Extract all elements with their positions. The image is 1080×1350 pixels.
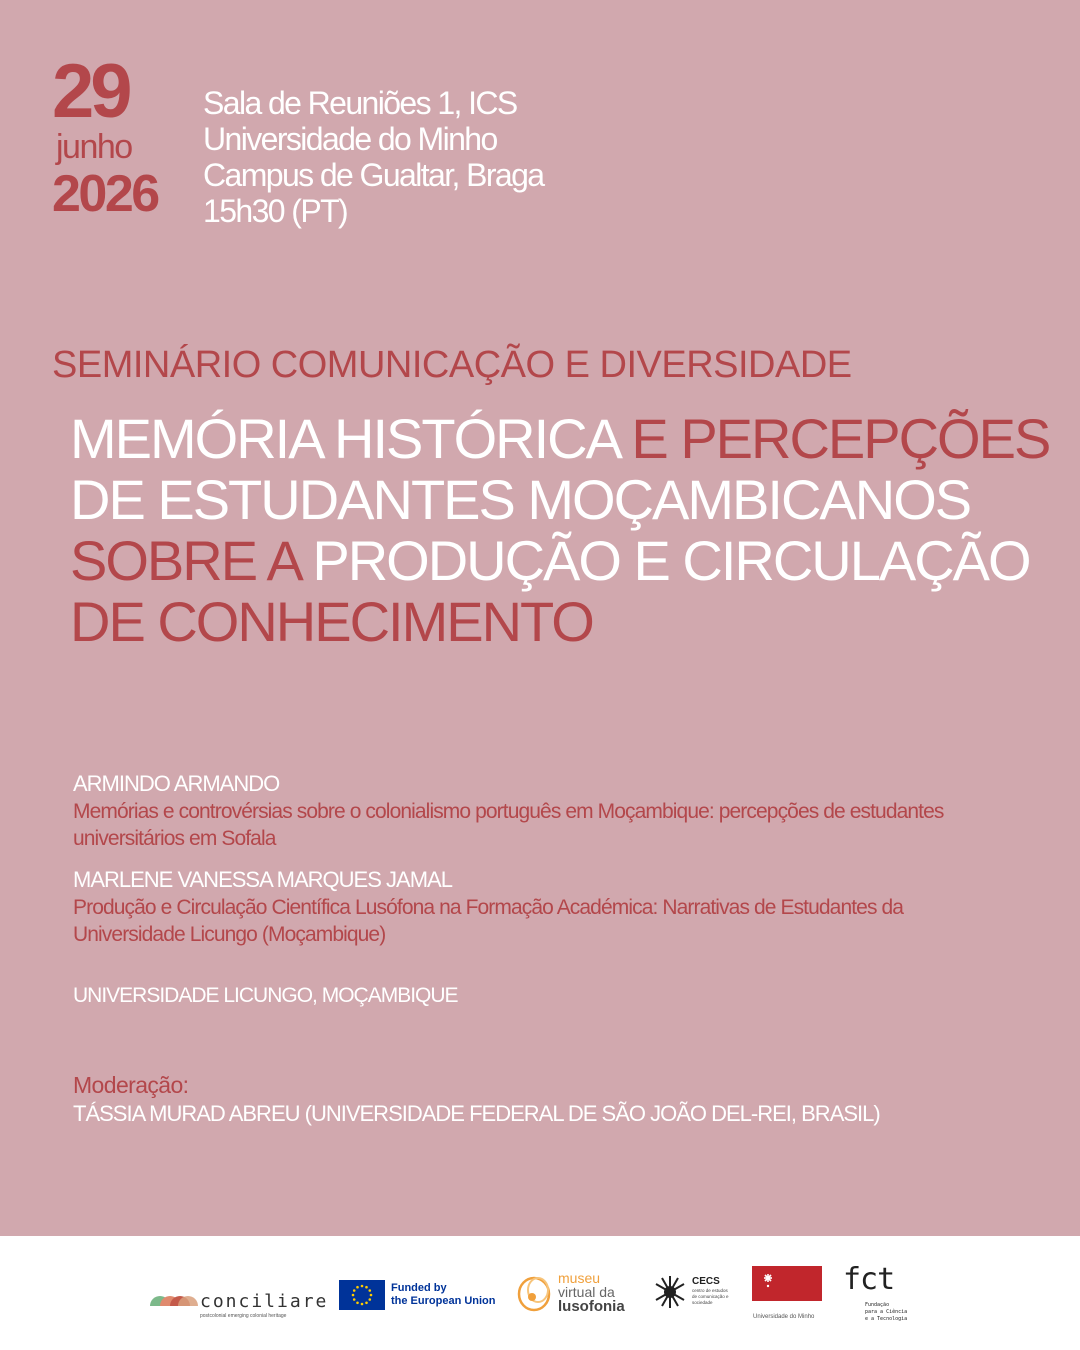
conciliare-arches-icon xyxy=(150,1284,198,1308)
conciliare-tagline: postcolonial emerging colonial heritage xyxy=(200,1313,287,1319)
date-year: 2026 xyxy=(52,165,158,223)
seminar-series: SEMINÁRIO COMUNICAÇÃO E DIVERSIDADE xyxy=(52,344,852,386)
speaker-talk: Produção e Circulação Científica Lusófona na Formação Académica: Narrativas de Estudantes da Universidade Licungo (Moçambique) xyxy=(73,896,904,946)
fct-subtitle: Fundação para a Ciência e a Tecnologia xyxy=(865,1302,908,1322)
event-date xyxy=(52,49,192,223)
eu-line-2: the European Union xyxy=(391,1295,496,1307)
speaker-entry xyxy=(73,866,973,948)
uminho-name: Universidade do Minho xyxy=(753,1314,815,1320)
speaker-talk: Memórias e controvérsias sobre o colonialismo português em Moçambique: percepções de estudantes universitários em Sofala xyxy=(73,800,944,850)
title-part: MEMÓRIA HISTÓRICA xyxy=(70,407,632,470)
speaker-name: MARLENE VANESSA MARQUES JAMAL xyxy=(73,867,452,892)
cecs-subtitle: centro de estudos de comunicação e sociedade xyxy=(692,1288,729,1305)
venue-details xyxy=(203,85,543,229)
seminar-title xyxy=(70,408,1060,652)
eu-flag-icon xyxy=(339,1280,385,1310)
speaker-affiliation: UNIVERSIDADE LICUNGO, MOÇAMBIQUE xyxy=(73,984,458,1007)
title-part: SOBRE A xyxy=(70,529,313,592)
mvl-line-3: lusofonia xyxy=(558,1298,625,1315)
speaker-name: ARMINDO ARMANDO xyxy=(73,771,280,796)
mvl-ring-icon xyxy=(516,1272,556,1314)
cecs-name: CECS xyxy=(692,1276,720,1287)
eu-line-1: Funded by xyxy=(391,1282,447,1294)
speakers-list xyxy=(73,770,973,962)
mvl-line-1: museu xyxy=(558,1270,601,1286)
title-part: E PERCEPÇÕES xyxy=(631,407,1050,470)
cecs-mark-icon xyxy=(650,1272,690,1312)
title-part: DE CONHECIMENTO xyxy=(70,590,593,653)
conciliare-name: conciliare xyxy=(200,1291,329,1312)
date-day: 29 xyxy=(52,49,129,134)
date-month: junho xyxy=(56,128,132,166)
moderation xyxy=(73,1070,880,1128)
moderator-name: TÁSSIA MURAD ABREU (UNIVERSIDADE FEDERAL DE SÃO JOÃO DEL-REI, BRASIL) xyxy=(73,1101,880,1126)
title-part: DE ESTUDANTES MOÇAMBICANOS xyxy=(70,468,971,531)
venue-campus: Campus de Gualtar, Braga xyxy=(203,157,544,193)
uminho-emblem-icon xyxy=(752,1266,822,1301)
mvl-line-2: virtual da xyxy=(558,1284,615,1300)
eu-funding-text xyxy=(391,1282,496,1308)
title-part: PRODUÇÃO E CIRCULAÇÃO xyxy=(312,529,1030,592)
venue-room: Sala de Reuniões 1, ICS xyxy=(203,85,517,121)
speaker-entry xyxy=(73,770,973,852)
venue-university: Universidade do Minho xyxy=(203,121,497,157)
moderation-label: Moderação: xyxy=(73,1072,189,1098)
fct-name: fct xyxy=(843,1262,895,1297)
partner-logos-bar xyxy=(0,1236,1080,1350)
venue-time: 15h30 (PT) xyxy=(203,193,348,229)
